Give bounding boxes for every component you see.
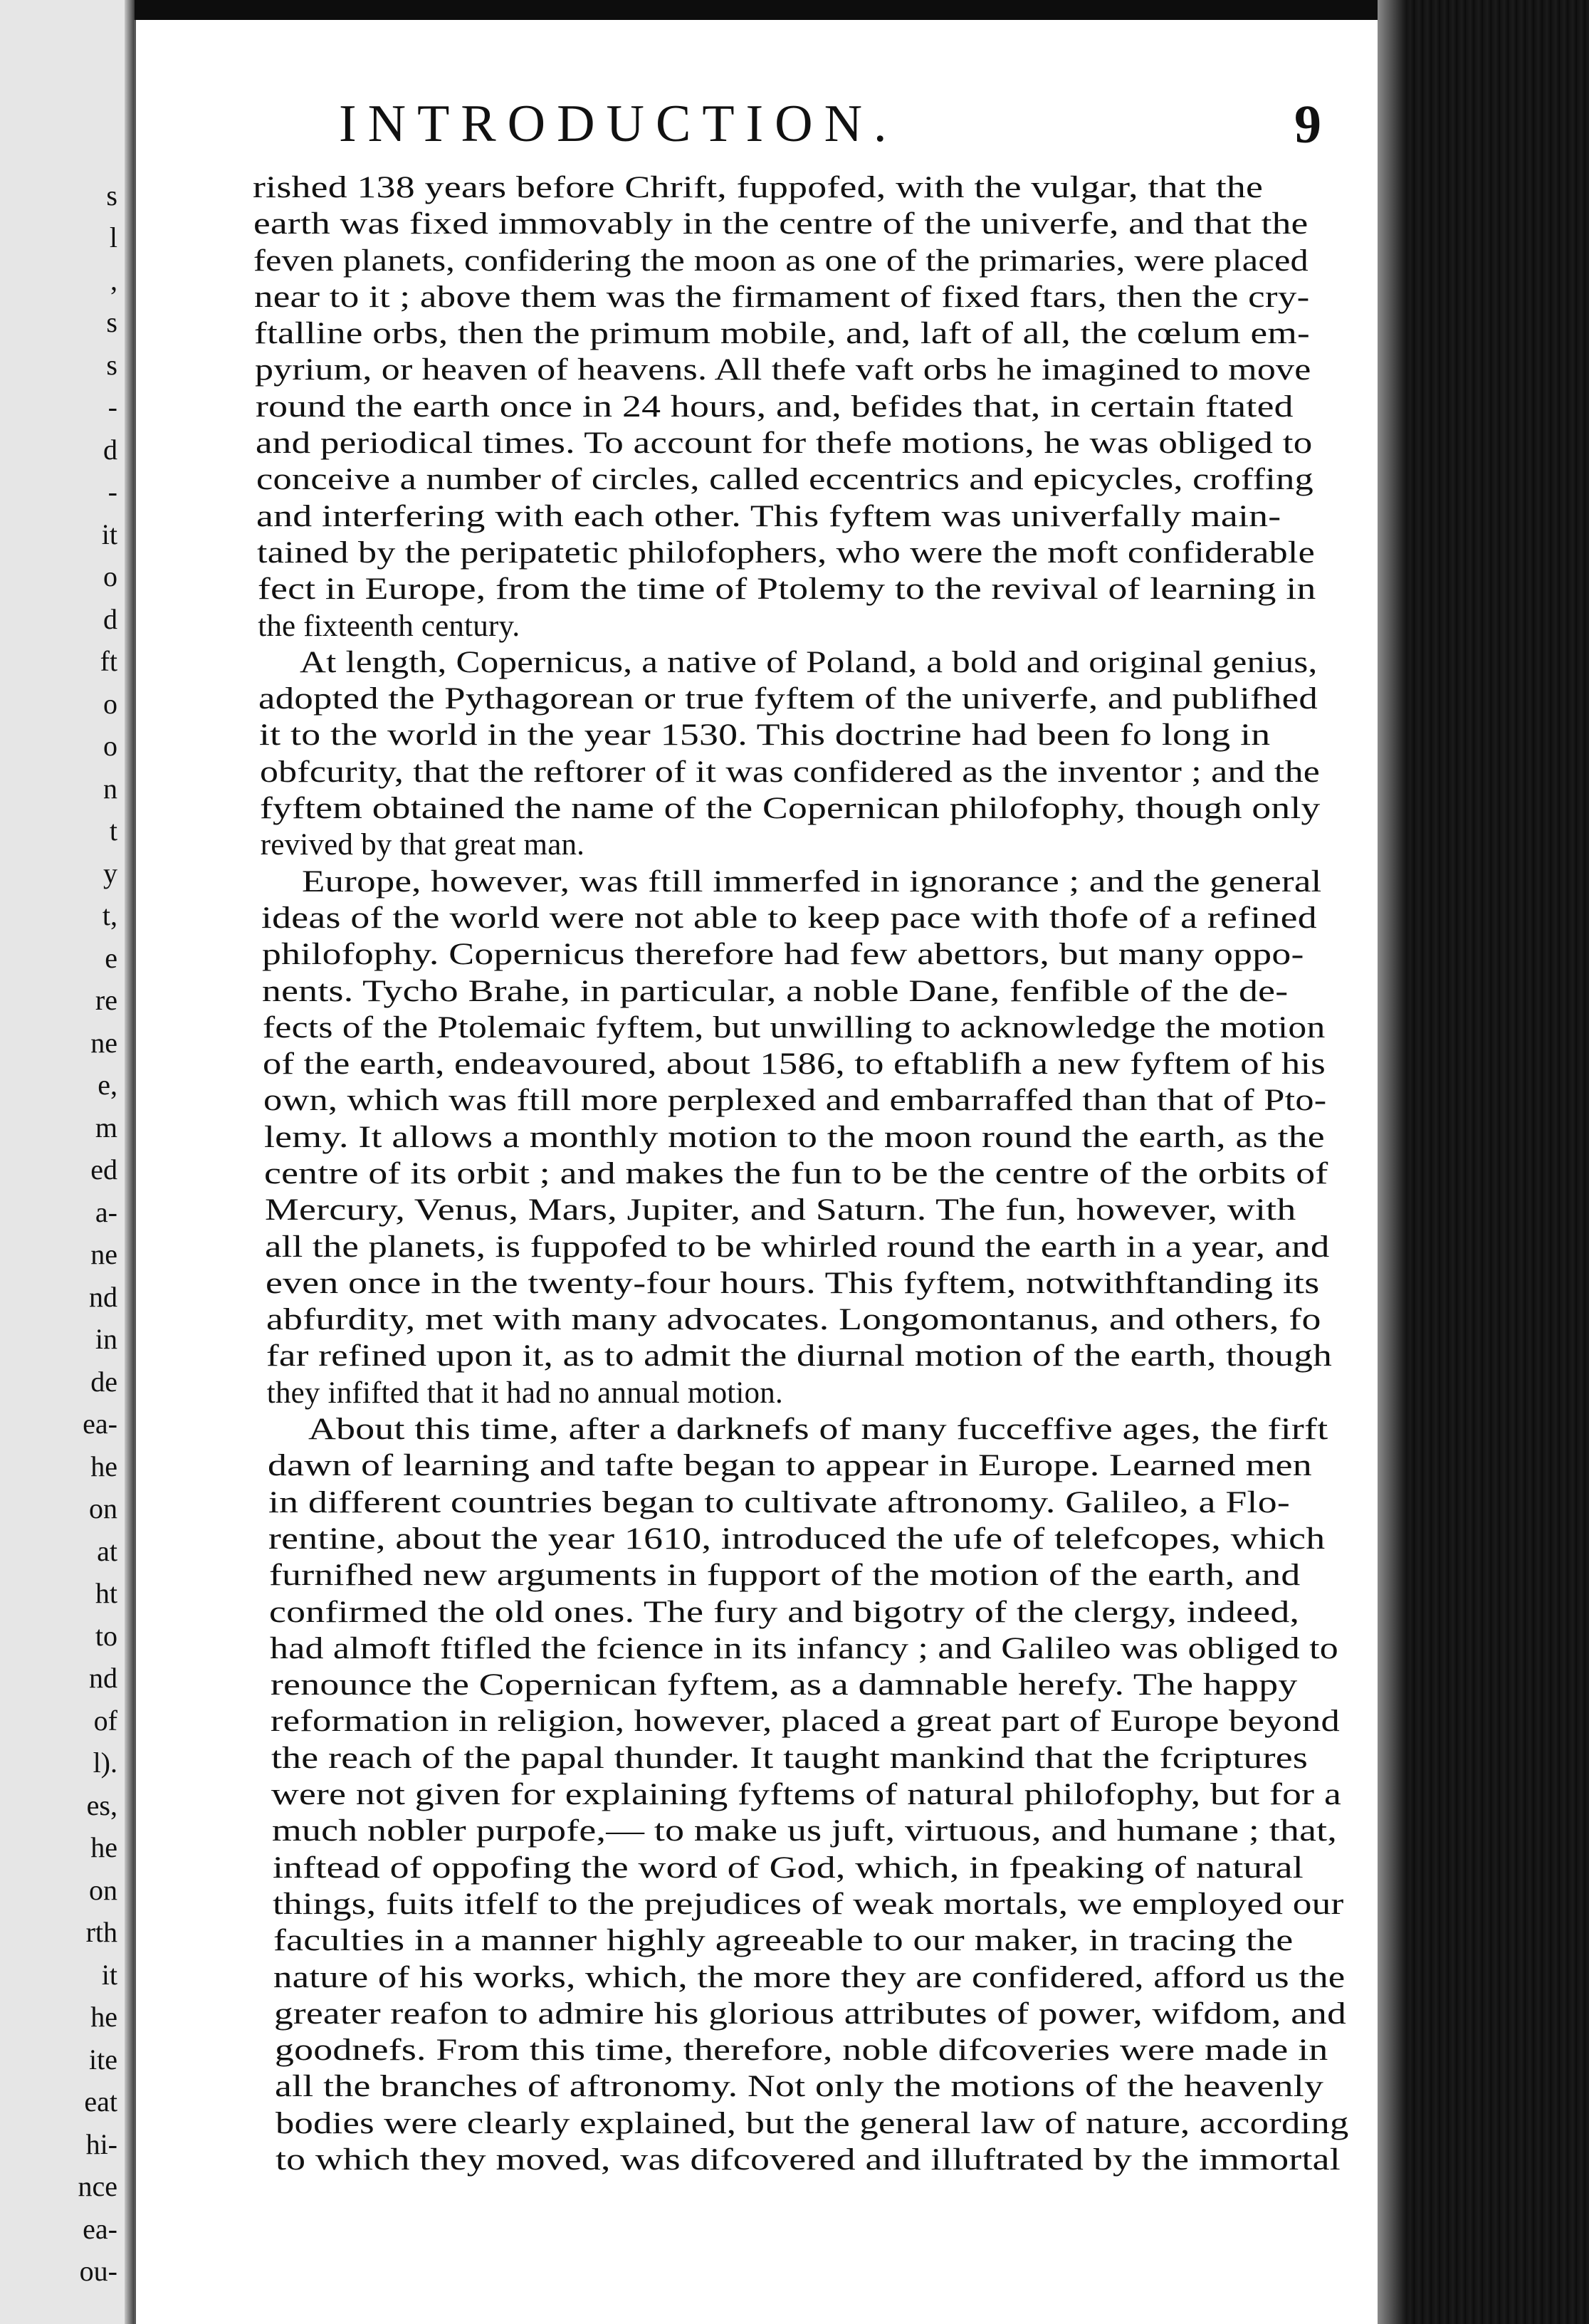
text-line: rentine, about the year 1610, introduced the ufe of telefcopes, which [268,1522,1326,1556]
text-line: faculties in a manner highly agreeable to our maker, in tracing the [273,1924,1294,1958]
text-line: adopted the Pythagorean or true fyftem of the univerfe, and publifhed [258,682,1318,716]
facing-page-fragment: on [89,1492,117,1525]
facing-page-fragment: on [89,1873,117,1906]
text-line: ideas of the world were not able to keep pace with thofe of a refined [261,901,1317,935]
text-line: and interfering with each other. This fyftem was univerfally main- [256,499,1281,533]
facing-page-fragment: , [110,263,117,296]
facing-page-fragment: ht [95,1577,117,1610]
facing-page-fragment: it [101,1958,117,1991]
facing-page-fragment: de [90,1365,117,1398]
facing-page-fragment: ea- [83,2212,117,2245]
facing-page-fragment: e, [98,1069,117,1101]
text-line: it to the world in the year 1530. This doctrine had been fo long in [259,718,1271,753]
text-line: furnifhed new arguments in fupport of the motion of the earth, and [268,1559,1301,1593]
facing-page-fragment: o [103,687,117,720]
text-line: revived by that great man. [260,828,585,862]
text-line: all the branches of aftronomy. Not only the motions of the heavenly [275,2070,1324,2104]
text-line: round the earth once in 24 hours, and, befides that, in certain ftated [255,389,1294,424]
facing-page-fragment: in [95,1323,117,1356]
text-line: abfurdity, met with many advocates. Longomontanus, and others, fo [266,1303,1321,1337]
facing-page-fragment: he [90,1450,117,1482]
facing-page-fragment: it [101,518,117,550]
text-line: nature of his works, which, the more they are confidered, afford us the [273,1960,1346,1994]
facing-page-fragment: y [103,857,117,889]
text-line: all the planets, is fuppofed to be whirled round the earth in a year, and [265,1230,1330,1264]
text-line: even once in the twenty-four hours. This fyftem, notwithftanding its [266,1266,1320,1300]
facing-page-fragment: ne [90,1238,117,1271]
facing-page-fragment: at [97,1534,117,1567]
text-line: nents. Tycho Brahe, in particular, a noble Dane, fenfible of the de- [262,974,1289,1008]
facing-page-fragment: d [103,433,117,466]
text-line: goodnefs. From this time, therefore, noble difcoveries were made in [274,2034,1328,2068]
facing-page-fragment: he [90,1831,117,1864]
text-line: were not given for explaining fyftems of natural philofophy, but for a [271,1778,1342,1812]
facing-page-fragment: rth [85,1916,117,1949]
facing-page-fragment: nd [89,1662,117,1695]
facing-page-fragment: eat [84,2085,117,2118]
text-line: of the earth, endeavoured, about 1586, to eftablifh a new fyftem of his [263,1047,1326,1082]
facing-page-fragment: o [103,730,117,763]
facing-page-fragment: n [103,772,117,805]
text-line: dawn of learning and tafte began to appear in Europe. Learned men [268,1449,1312,1483]
text-line: philofophy. Copernicus therefore had few abettors, but many oppo- [261,938,1304,972]
text-line: they infifted that it had no annual motion. [266,1376,783,1410]
text-line: Mercury, Venus, Mars, Jupiter, and Saturn. The fun, however, with [264,1193,1296,1228]
text-line: own, which was ftill more perplexed and embarraffed than that of Pto- [263,1084,1327,1118]
text-line: greater reafon to admire his glorious attributes of power, wifdom, and [274,1996,1346,2031]
text-line: had almoft ftifled the fcience in its infancy ; and Galileo was obliged to [270,1631,1338,1665]
text-line: fects of the Ptolemaic fyftem, but unwilling to acknowledge the motion [262,1010,1326,1045]
facing-page-fragment: s [106,348,117,381]
text-line: bodies were clearly explained, but the general law of nature, according [275,2106,1349,2140]
facing-page-fragment: ne [90,1026,117,1059]
text-line: Europe, however, was ftill immerfed in ignorance ; and the general [302,864,1322,899]
text-line: far refined upon it, as to admit the diurnal motion of the earth, though [266,1339,1333,1373]
text-line: lemy. It allows a monthly motion to the moon round the earth, as the [263,1120,1325,1154]
text-line: things, fuits itfelf to the prejudices of weak mortals, we employed our [273,1887,1344,1921]
facing-page-fragment: s [106,179,117,211]
facing-page-fragment: to [95,1619,117,1652]
facing-page-fragment: ft [100,645,117,678]
facing-page-fragment: es, [86,1789,117,1821]
facing-page-fragment: - [107,391,117,424]
facing-page-fragment: he [90,2001,117,2034]
facing-page-fragment: t [109,815,117,847]
text-line: confirmed the old ones. The fury and bigotry of the clergy, indeed, [269,1595,1300,1629]
text-line: obfcurity, that the reftorer of it was confidered as the inventor ; and the [259,755,1320,789]
text-line: rished 138 years before Chrift, fuppofed, with the vulgar, that the [253,171,1264,204]
text-line: and periodical times. To account for thefe motions, he was obliged to [256,426,1313,461]
text-line: the fixteenth century. [258,609,520,643]
facing-page-fragment: nce [78,2170,117,2203]
facing-page-fragment: ite [89,2043,117,2076]
running-head: INTRODUCTION. [339,95,898,153]
text-line: in different countries began to cultivate aftronomy. Galileo, a Flo- [268,1485,1290,1519]
text-line: earth was fixed immovably in the centre of the univerfe, and that the [253,207,1309,241]
facing-page-fragment: o [103,560,117,593]
page-number: 9 [1294,95,1321,155]
text-line: renounce the Copernican fyftem, as a damnable herefy. The happy [270,1668,1298,1702]
text-line: inftead of oppofing the word of God, which, in fpeaking of natural [272,1851,1304,1885]
facing-page-fragment: nd [89,1280,117,1313]
facing-page-fragment: re [95,984,117,1017]
facing-page-fragment: m [95,1111,117,1143]
text-line: feven planets, confidering the moon as one of the primaries, were placed [253,244,1309,278]
text-line: reformation in religion, however, placed a great part of Europe beyond [271,1705,1341,1739]
text-line: much nobler purpofe,— to make us juft, virtuous, and humane ; that, [272,1814,1338,1848]
text-line: centre of its orbit ; and makes the fun to be the centre of the orbits of [264,1157,1328,1190]
facing-page-fragment: ed [90,1153,117,1186]
facing-page-fragment: ea- [83,1408,117,1440]
text-line: near to it ; above them was the firmament of fixed ftars, then the cry- [253,280,1310,314]
facing-page-fragment: s [106,306,117,339]
facing-page-fragment: ou- [79,2255,117,2287]
text-line: fect in Europe, from the time of Ptolemy to the revival of learning in [257,572,1316,607]
text-line: ftalline orbs, then the primum mobile, and, laft of all, the cœlum em- [254,317,1311,351]
text-line: pyrium, or heaven of heavens. All thefe vaft orbs he imagined to move [255,353,1311,387]
facing-page-fragment: a- [95,1195,117,1228]
text-line: At length, Copernicus, a native of Poland, a bold and original genius, [299,645,1318,679]
text-line: the reach of the papal thunder. It taught mankind that the fcriptures [271,1741,1308,1775]
facing-page-fragment: l [109,221,117,254]
facing-page-fragment: l). [93,1747,117,1779]
text-line: fyftem obtained the name of the Copernican philofophy, though only [260,792,1321,826]
facing-page-fragment: hi- [85,2127,117,2160]
text-line: to which they moved, was difcovered and illuftrated by the immortal [276,2143,1341,2177]
facing-page-fragment: - [107,476,117,508]
facing-page-fragment: e [105,941,117,974]
text-line: conceive a number of circles, called eccentrics and epicycles, croffing [256,463,1313,497]
facing-page-fragment: of [93,1704,117,1737]
facing-page-fragment: d [103,602,117,635]
facing-page-fragment: t, [102,899,117,932]
text-line: tained by the peripatetic philofophers, who were the moft confiderable [257,535,1315,570]
text-line: About this time, after a darknefs of many fucceffive ages, the firft [308,1413,1328,1447]
